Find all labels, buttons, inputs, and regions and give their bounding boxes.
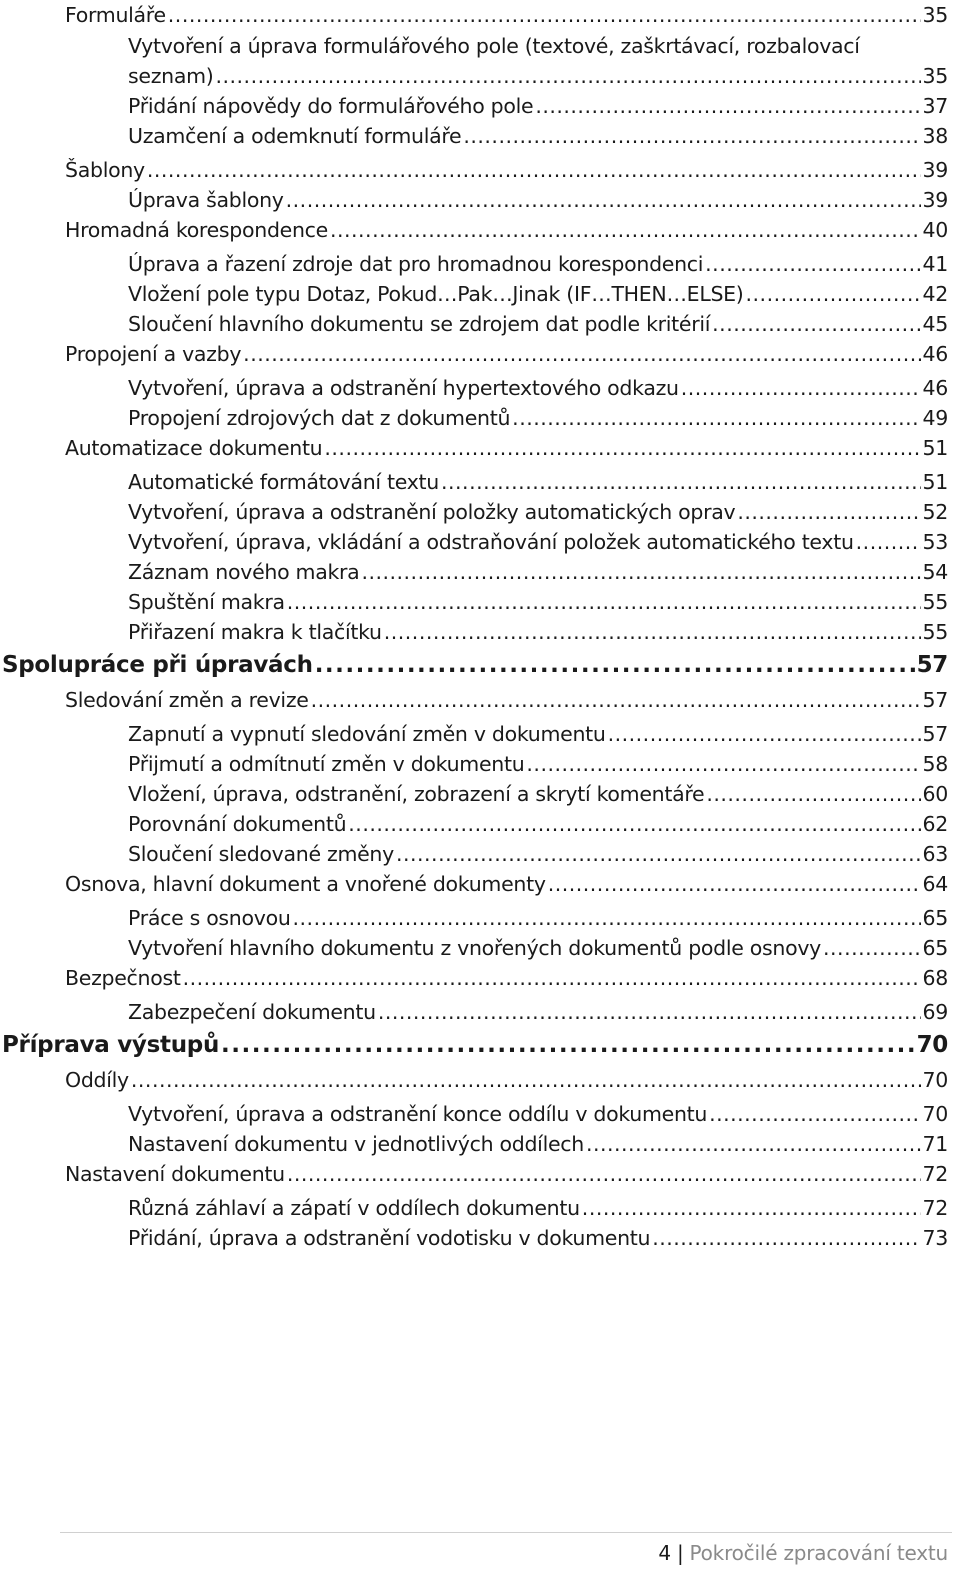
toc-page-number: 58 <box>922 752 948 776</box>
toc-entry-title: Spolupráce při úpravách <box>2 652 313 678</box>
toc-dot-leader <box>526 749 920 779</box>
toc-entry-title: Bezpečnost <box>65 966 181 990</box>
toc-entry-title: Přiřazení makra k tlačítku <box>128 620 382 644</box>
toc-entry-title: Sloučení hlavního dokumentu se zdrojem dat podle kritérií <box>128 312 711 336</box>
toc-page-number: 60 <box>922 782 948 806</box>
toc-page-number: 70 <box>916 1032 948 1058</box>
toc-dot-leader <box>147 155 921 185</box>
toc-subsection-entry[interactable] <box>128 1099 948 1129</box>
toc-entry-title: Příprava výstupů <box>2 1032 220 1058</box>
toc-entry-title: Vytvoření, úprava a odstranění konce oddílu v dokumentu <box>128 1102 708 1126</box>
toc-section-entry[interactable] <box>65 155 948 185</box>
toc-page-number: 57 <box>922 688 948 712</box>
toc-dot-leader <box>706 779 920 809</box>
toc-subsection-entry[interactable] <box>128 121 948 151</box>
toc-dot-leader <box>221 1030 915 1060</box>
toc-entry-title: Práce s osnovou <box>128 906 291 930</box>
toc-dot-leader <box>746 279 921 309</box>
toc-dot-leader <box>586 1129 921 1159</box>
toc-page-number: 73 <box>922 1226 948 1250</box>
toc-dot-leader <box>168 0 921 30</box>
toc-dot-leader <box>712 309 920 339</box>
toc-entry-title: Automatické formátování textu <box>128 470 439 494</box>
toc-subsection-entry[interactable] <box>128 617 948 647</box>
toc-page-number: 38 <box>922 124 948 148</box>
toc-entry-title: Hromadná korespondence <box>65 218 328 242</box>
toc-entry-title: Formuláře <box>65 3 166 27</box>
toc-dot-leader <box>215 61 920 91</box>
toc-page-number: 71 <box>922 1132 948 1156</box>
toc-page-number: 45 <box>922 312 948 336</box>
toc-entry-title: Propojení zdrojových dat z dokumentů <box>128 406 511 430</box>
toc-subsection-entry[interactable] <box>128 249 948 279</box>
toc-subsection-entry[interactable] <box>128 309 948 339</box>
toc-page-number: 46 <box>922 342 948 366</box>
toc-page-number: 70 <box>922 1102 948 1126</box>
toc-page-number: 65 <box>922 906 948 930</box>
toc-page-number: 63 <box>922 842 948 866</box>
toc-page-number: 40 <box>922 218 948 242</box>
toc-subsection-entry[interactable] <box>128 61 948 91</box>
toc-entry-title: Vytvoření, úprava, vkládání a odstraňování položek automatického textu <box>128 530 854 554</box>
toc-section-entry[interactable] <box>65 0 948 30</box>
toc-subsection-entry[interactable] <box>128 719 948 749</box>
toc-page-number: 39 <box>922 158 948 182</box>
toc-dot-leader <box>823 933 920 963</box>
toc-dot-leader <box>287 1159 921 1189</box>
toc-subsection-entry[interactable] <box>128 185 948 215</box>
toc-chapter-entry[interactable] <box>2 1030 948 1060</box>
toc-subsection-entry[interactable] <box>128 933 948 963</box>
toc-subsection-entry[interactable] <box>128 279 948 309</box>
toc-subsection-entry[interactable] <box>128 903 948 933</box>
toc-page-number: 57 <box>922 722 948 746</box>
toc-page-number: 62 <box>922 812 948 836</box>
toc-subsection-entry[interactable] <box>128 839 948 869</box>
toc-page-number: 42 <box>922 282 948 306</box>
toc-page-number: 35 <box>922 64 948 88</box>
toc-section-entry[interactable] <box>65 869 948 899</box>
toc-entry-title: Propojení a vazby <box>65 342 242 366</box>
toc-entry-title: Záznam nového makra <box>128 560 360 584</box>
toc-dot-leader <box>681 373 921 403</box>
toc-dot-leader <box>330 215 921 245</box>
toc-dot-leader <box>348 809 920 839</box>
toc-dot-leader <box>709 1099 920 1129</box>
toc-section-entry[interactable] <box>65 1159 948 1189</box>
toc-subsection-entry[interactable] <box>128 497 948 527</box>
toc-page-number: 55 <box>922 590 948 614</box>
toc-entry-title: Uzamčení a odemknutí formuláře <box>128 124 462 148</box>
toc-dot-leader <box>378 997 921 1027</box>
toc-dot-leader <box>512 403 920 433</box>
toc-section-entry[interactable] <box>65 963 948 993</box>
toc-page-number: 57 <box>916 652 948 678</box>
toc-entry-title: Přidání nápovědy do formulářového pole <box>128 94 534 118</box>
toc-page-number: 64 <box>922 872 948 896</box>
toc-dot-leader <box>384 617 921 647</box>
toc-dot-leader <box>441 467 921 497</box>
toc-entry-title: Nastavení dokumentu <box>65 1162 285 1186</box>
toc-subsection-entry[interactable] <box>128 749 948 779</box>
toc-page-number: 51 <box>922 436 948 460</box>
toc-entry-title: Spuštění makra <box>128 590 285 614</box>
toc-page-number: 52 <box>922 500 948 524</box>
toc-subsection-entry[interactable] <box>128 373 948 403</box>
toc-entry-title: Vložení pole typu Dotaz, Pokud…Pak…Jinak (IF…THEN…ELSE) <box>128 282 744 306</box>
toc-entry-title: Oddíly <box>65 1068 129 1092</box>
toc-entry-title: Přijmutí a odmítnutí změn v dokumentu <box>128 752 525 776</box>
toc-entry-title: Sledování změn a revize <box>65 688 309 712</box>
toc-entry-title: Vytvoření, úprava a odstranění položky automatických oprav <box>128 500 736 524</box>
toc-subsection-entry[interactable] <box>128 779 948 809</box>
toc-page-number: 54 <box>922 560 948 584</box>
toc-subsection-entry[interactable] <box>128 467 948 497</box>
toc-page-number: 37 <box>922 94 948 118</box>
toc-entry-title: seznam) <box>128 64 214 88</box>
toc-entry-title: Osnova, hlavní dokument a vnořené dokumenty <box>65 872 546 896</box>
toc-entry-title: Šablony <box>65 158 145 182</box>
toc-entry-title: Vytvoření a úprava formulářového pole (textové, zaškrtávací, rozbalovací <box>128 34 860 58</box>
toc-page-number: 35 <box>922 3 948 27</box>
toc-dot-leader <box>286 185 921 215</box>
toc-page-number: 41 <box>922 252 948 276</box>
toc-dot-leader <box>361 557 920 587</box>
toc-dot-leader <box>293 903 921 933</box>
toc-subsection-entry[interactable] <box>128 527 948 557</box>
toc-entry-title: Porovnání dokumentů <box>128 812 347 836</box>
toc-dot-leader <box>315 650 915 680</box>
toc-page-number: 53 <box>922 530 948 554</box>
toc-entry-title: Vytvoření, úprava a odstranění hypertextového odkazu <box>128 376 679 400</box>
toc-page-number: 55 <box>922 620 948 644</box>
toc-dot-leader <box>608 719 921 749</box>
toc-dot-leader <box>856 527 921 557</box>
toc-section-entry[interactable] <box>65 215 948 245</box>
toc-dot-leader <box>183 963 921 993</box>
toc-page-number: 39 <box>922 188 948 212</box>
footer-separator: | <box>676 1541 684 1565</box>
toc-page-number: 72 <box>922 1162 948 1186</box>
toc-subsection-entry[interactable] <box>128 1193 948 1223</box>
toc-entry-title: Sloučení sledované změny <box>128 842 394 866</box>
toc-chapter-entry[interactable] <box>2 650 948 680</box>
toc-subsection-entry[interactable] <box>128 809 948 839</box>
toc-entry-title: Zapnutí a vypnutí sledování změn v dokumentu <box>128 722 606 746</box>
toc-subsection-entry[interactable] <box>128 91 948 121</box>
toc-entry-title: Úprava a řazení zdroje dat pro hromadnou korespondenci <box>128 252 704 276</box>
toc-subsection-entry[interactable] <box>128 1223 948 1253</box>
toc-entry-title: Vytvoření hlavního dokumentu z vnořených dokumentů podle osnovy <box>128 936 822 960</box>
toc-subsection-entry[interactable] <box>128 557 948 587</box>
page-footer <box>658 1538 948 1568</box>
toc-dot-leader <box>705 249 920 279</box>
toc-dot-leader <box>324 433 920 463</box>
toc-subsection-entry[interactable] <box>128 31 860 61</box>
toc-entry-title: Zabezpečení dokumentu <box>128 1000 376 1024</box>
toc-page-number: 49 <box>922 406 948 430</box>
footer-document-title: Pokročilé zpracování textu <box>689 1541 948 1565</box>
toc-subsection-entry[interactable] <box>128 403 948 433</box>
toc-dot-leader <box>582 1193 921 1223</box>
toc-page-number: 65 <box>922 936 948 960</box>
toc-section-entry[interactable] <box>65 433 948 463</box>
toc-subsection-entry[interactable] <box>128 997 948 1027</box>
toc-page-number: 51 <box>922 470 948 494</box>
toc-entry-title: Nastavení dokumentu v jednotlivých oddílech <box>128 1132 584 1156</box>
toc-dot-leader <box>463 121 920 151</box>
toc-dot-leader <box>535 91 920 121</box>
toc-entry-title: Různá záhlaví a zápatí v oddílech dokumentu <box>128 1196 580 1220</box>
toc-dot-leader <box>396 839 921 869</box>
toc-dot-leader <box>243 339 920 369</box>
toc-section-entry[interactable] <box>65 339 948 369</box>
toc-page-number: 69 <box>922 1000 948 1024</box>
toc-page-number: 72 <box>922 1196 948 1220</box>
toc-entry-title: Automatizace dokumentu <box>65 436 323 460</box>
toc-subsection-entry[interactable] <box>128 1129 948 1159</box>
toc-page-number: 68 <box>922 966 948 990</box>
toc-page-number: 46 <box>922 376 948 400</box>
footer-page-number: 4 <box>658 1541 671 1565</box>
toc-dot-leader <box>652 1223 920 1253</box>
toc-entry-title: Přidání, úprava a odstranění vodotisku v dokumentu <box>128 1226 651 1250</box>
toc-dot-leader <box>287 587 921 617</box>
footer-divider <box>60 1532 952 1533</box>
toc-dot-leader <box>311 685 921 715</box>
toc-page-number: 70 <box>922 1068 948 1092</box>
toc-entry-title: Úprava šablony <box>128 188 284 212</box>
toc-entry-title: Vložení, úprava, odstranění, zobrazení a skrytí komentáře <box>128 782 705 806</box>
toc-subsection-entry[interactable] <box>128 587 948 617</box>
toc-section-entry[interactable] <box>65 1065 948 1095</box>
toc-dot-leader <box>737 497 920 527</box>
toc-section-entry[interactable] <box>65 685 948 715</box>
toc-dot-leader <box>548 869 921 899</box>
toc-dot-leader <box>131 1065 921 1095</box>
